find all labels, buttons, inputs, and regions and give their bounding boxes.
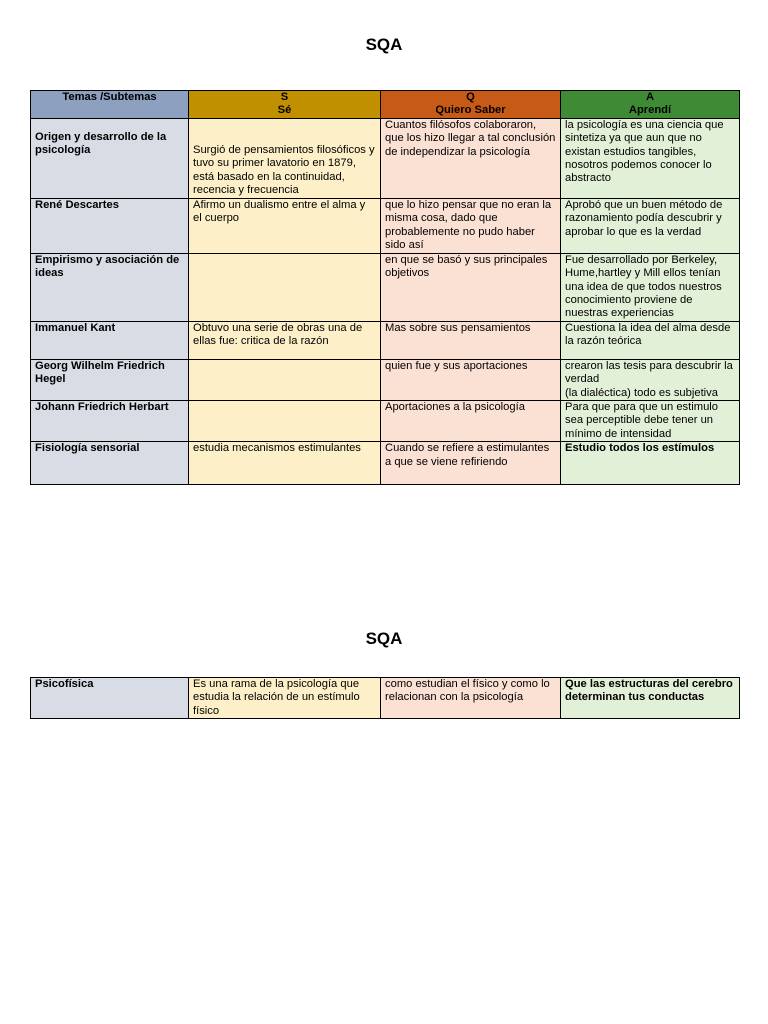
topic-cell: Fisiología sensorial — [31, 442, 189, 485]
topic-cell: René Descartes — [31, 198, 189, 253]
topic-cell: Empirismo y asociación de ideas — [31, 253, 189, 321]
topic-cell: Immanuel Kant — [31, 321, 189, 359]
q-cell: en que se basó y sus principales objetivos — [381, 253, 561, 321]
q-cell: quien fue y sus aportaciones — [381, 359, 561, 400]
sqa-table — [30, 90, 740, 485]
table-row — [31, 359, 740, 400]
a-cell: Que las estructuras del cerebro determinan tus conductas — [561, 678, 740, 719]
s-cell — [189, 359, 381, 400]
a-cell: Para que para que un estimulo sea perceptible debe tener un mínimo de intensidad — [561, 401, 740, 442]
table-header-row — [31, 91, 740, 119]
table-row — [31, 118, 740, 198]
s-cell — [189, 401, 381, 442]
header-q: Q Quiero Saber — [381, 91, 561, 119]
page-title: SQA — [365, 35, 403, 54]
table-row — [31, 253, 740, 321]
a-cell: la psicología es una ciencia que sintetiza ya que aun que no existan estudios tangibles, nosotros podemos conocer lo abstracto — [561, 118, 740, 198]
table-row — [31, 321, 740, 359]
topic-cell: Georg Wilhelm Friedrich Hegel — [31, 359, 189, 400]
header-s: S Sé — [189, 91, 381, 119]
topic-cell: Psicofísica — [31, 678, 189, 719]
q-cell: Cuantos filósofos colaboraron, que los hizo llegar a tal conclusión de independizar la psicología — [381, 118, 561, 198]
a-cell: Aprobó que un buen método de razonamiento podía descubrir y aprobar lo que es la verdad — [561, 198, 740, 253]
table-row — [31, 401, 740, 442]
s-cell: Surgió de pensamientos filosóficos y tuvo su primer lavatorio en 1879, está basado en la continuidad, recencia y frecuencia — [189, 118, 381, 198]
header-topic: Temas /Subtemas — [31, 91, 189, 119]
table-row — [31, 678, 740, 719]
s-cell: Es una rama de la psicología que estudia la relación de un estímulo físico — [189, 678, 381, 719]
section-title: SQA — [365, 629, 403, 648]
q-cell: que lo hizo pensar que no eran la misma cosa, dado que probablemente no pudo haber sido así — [381, 198, 561, 253]
s-cell: estudia mecanismos estimulantes — [189, 442, 381, 485]
s-cell: Obtuvo una serie de obras una de ellas fue: critica de la razón — [189, 321, 381, 359]
topic-cell: Origen y desarrollo de la psicología — [31, 118, 189, 198]
s-cell: Afirmo un dualismo entre el alma y el cuerpo — [189, 198, 381, 253]
s-cell — [189, 253, 381, 321]
q-cell: como estudian el físico y como lo relacionan con la psicología — [381, 678, 561, 719]
a-cell: Fue desarrollado por Berkeley, Hume,hartley y Mill ellos tenían una idea de que todos nuestros conocimiento proviene de nuestras experiencias — [561, 253, 740, 321]
a-cell: crearon las tesis para descubrir la verdad (la dialéctica) todo es subjetiva — [561, 359, 740, 400]
sqa-table-2 — [30, 677, 740, 719]
table-row — [31, 198, 740, 253]
q-cell: Mas sobre sus pensamientos — [381, 321, 561, 359]
q-cell: Aportaciones a la psicología — [381, 401, 561, 442]
a-cell: Cuestiona la idea del alma desde la razón teórica — [561, 321, 740, 359]
q-cell: Cuando se refiere a estimulantes a que se viene refiriendo — [381, 442, 561, 485]
a-cell: Estudio todos los estímulos — [561, 442, 740, 485]
table-row — [31, 442, 740, 485]
header-a: A Aprendí — [561, 91, 740, 119]
topic-cell: Johann Friedrich Herbart — [31, 401, 189, 442]
